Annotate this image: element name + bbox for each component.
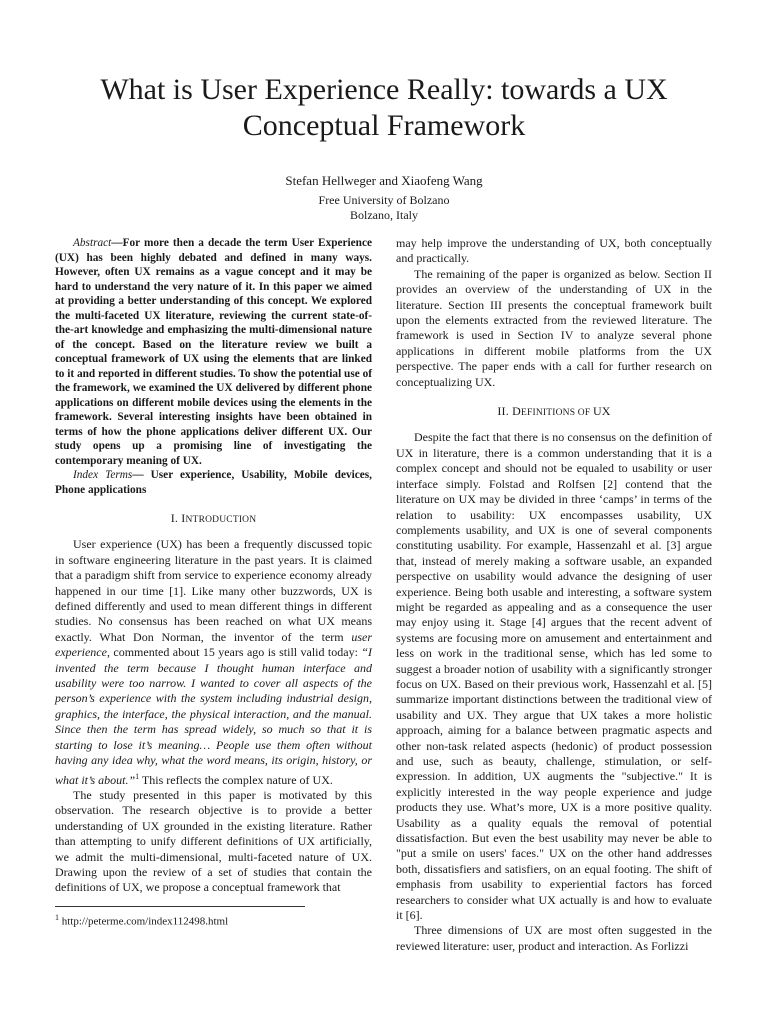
right-column: [396, 236, 712, 954]
term-user-experience: user experience: [55, 629, 372, 660]
index-terms-label: Index Terms: [73, 469, 133, 481]
right-paragraph-continued: may help improve the understanding of UX, both conceptually and practically.: [396, 236, 712, 266]
footnote: [55, 913, 228, 928]
intro-paragraph-2: The study presented in this paper is motivated by this observation. The research objective is to provide a better understanding of UX grounded in the existing literature. Rather than attempting to unify different definitions of UX artificially, we admit the multi-dimensional, multi-faceted nature of UX. Drawing upon the review of a set of studies that contain the definitions of UX, we propose a conceptual framework that: [55, 787, 372, 895]
left-column: [55, 236, 372, 896]
definitions-paragraph-2: Three dimensions of UX are most often suggested in the reviewed literature: user, product and interaction. As Forlizzi: [396, 923, 712, 953]
index-terms-dash: —: [132, 469, 151, 481]
affiliation-location: Bolzano, Italy: [350, 208, 418, 222]
organization-paragraph: The remaining of the paper is organized as below. Section II provides an overview of the understanding of UX in the literature. Section III presents the conceptual framework built upon the elements extracted from the reviewed literature. The framework is used in Section IV to analyze several phone applications in different mobile platforms from the UX perspective. The paper ends with a call for further research on conceptualizing UX.: [396, 266, 712, 389]
abstract-label: Abstract: [73, 237, 112, 249]
footnote-ref: 1: [135, 771, 140, 781]
footnote-divider: [55, 906, 305, 907]
authors: Stefan Hellweger and Xiaofeng Wang: [285, 173, 483, 188]
footnote-url: http://peterme.com/index112498.html: [59, 915, 229, 928]
index-terms-text: User experience, Usability, Mobile devices, Phone applications: [55, 469, 373, 496]
section-heading-definitions: II. DEFINITIONS OF UX: [497, 404, 611, 419]
norman-quote: “I invented the term because I thought human interface and usability were too narrow. I wanted to cover all aspects of the person’s experience with the system including industrial design, graphics, the interface, the physical interaction, and the manual. Since then the term has spread widely, so much so that it is starting to lose it’s meaning… People use them often without having any idea why, what the word means, its origin, history, or what it’s about.”: [55, 645, 372, 787]
abstract-dash: —: [111, 237, 123, 249]
intro-paragraph-1: User experience (UX) has been a frequently discussed topic in software engineering literature in the past years. It is claimed that a paradigm shift from service to experience economy already happened in our time [1]. Like many other buzzwords, UX is defined differently and used to mean different things in different studies. No consensus has been reached on what UX means exactly. What Don Norman, the inventor of the term user experience, commented about 15 years ago is still valid today: “I invented the term because I thought human interface and usability were too narrow. I wanted to cover all aspects of the person’s experience with the system including industrial design, graphics, the interface, the physical interaction, and the manual. Since then the term has spread widely, so much so that it is starting to lose it’s meaning… People use them often without having any idea why, what the word means, its origin, history, or what it’s about.”$^1$ This reflects the complex nature of UX.: [55, 537, 372, 787]
section-heading-introduction: I. INTRODUCTION: [170, 511, 257, 525]
abstract-text: For more then a decade the term User Experience (UX) has been highly debated and defined in many ways. However, often UX remains as a vague concept and it may be hard to understand the very nature of it. In this paper we aimed at providing a better understanding of this concept. We explored the multi-faceted UX literature, reviewing the current state-of-the-art knowledge and emphasizing the multi-dimensional nature of the concept. Based on the literature review we built a conceptual framework of UX using the elements that are linked to it and reported in different studies. To show the potential use of the framework, we examined the UX delivered by different phone applications on different mobile devices using the elements in the framework. Several interesting insights have been obtained in terms of how the phone applications deliver different UX. Our study opens up a promising line of investigating the contemporary meaning of UX.: [55, 237, 372, 467]
paper-title: What is User Experience Really: towards a UX Conceptual Framework: [100, 73, 668, 142]
affiliation-institution: Free University of Bolzano: [318, 193, 450, 207]
definitions-paragraph-1: Despite the fact that there is no consensus on the definition of UX in literature, there is a common understanding that it is a complex concept and should not be equaled to usability or user interface simply. Folstad and Rolfsen [2] contend that the literature on UX may be divided in three ‘camps’ in terms of the relation to usability: UX encompasses usability, UX complements usability, and UX is one of several components constituting usability. For example, Hassenzahl et al. [3] argue that, instead of merely making a software usable, an expanded perspective on usability would advance the designing of user experience. Being both usable and interesting, a software system might be regarded as appealing and as a consequence the user may enjoy using it. Stage [4] argues that the recent advent of systems are focusing more on amusement and entertainment and less on work in the traditional sense, which has led some to suggest a broader notion of usability with a significantly stronger focus on UX. Based on their previous work, Hassenzahl et al. [5] summarize important distinctions between the traditional view of usability and UX. They argue that UX takes a more holistic approach, aiming for a balance between pragmatic aspects and other non-task related aspects (hedonic) of product possession and use, such as beauty, challenge, stimulation, or self-expression. In addition, UX augments the "subjective." It is explicitly interested in the way people experience and judge products they use. What’s more, UX is a more positive quality. Usability as a quality equals the removal of potential dissatisfaction. But even the best usability may never be able to "put a smile on users' faces." UX on the other hand addresses both, dissatisfiers and satisfiers, on an equal footing. The shift of emphasis from usability to experiential factors has forced researchers to consider what UX actually is and how to evaluate it [6].: [396, 430, 712, 923]
footnote-number: 1: [55, 913, 59, 922]
index-terms: [55, 468, 372, 497]
abstract: [55, 236, 372, 468]
